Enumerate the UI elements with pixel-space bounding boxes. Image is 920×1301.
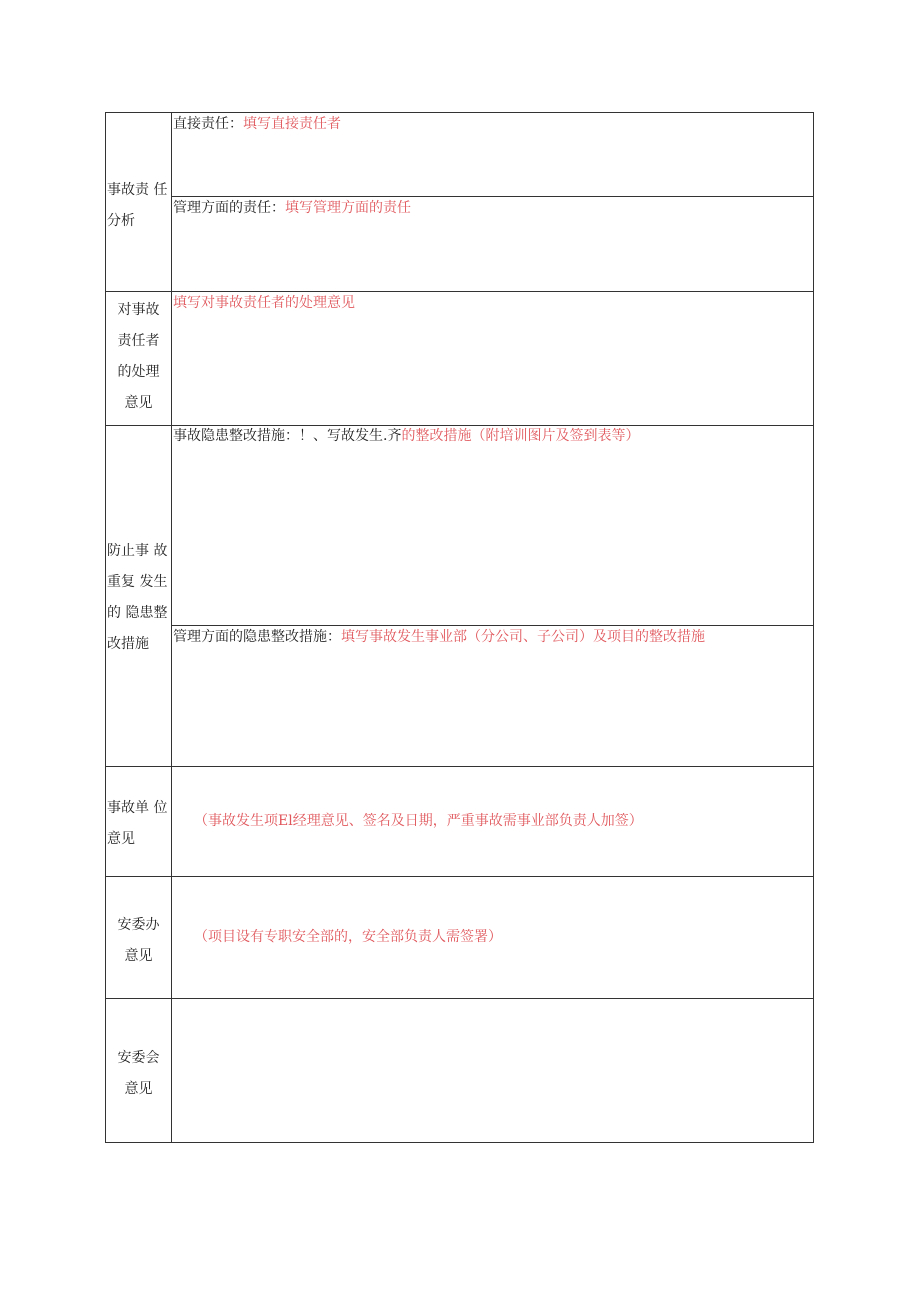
unit-opinion-hint: （事故发生项El经理意见、签名及日期，严重事故需事业部负责人加签） bbox=[194, 813, 643, 829]
management-responsibility-field[interactable] bbox=[173, 198, 807, 218]
prevention-label: 防止事 故 重复 发生 的 隐患整 改措施 bbox=[107, 543, 168, 652]
safety-office-field[interactable] bbox=[194, 927, 807, 947]
column-divider bbox=[171, 113, 172, 1142]
accident-rectification-field[interactable] bbox=[173, 426, 807, 446]
management-responsibility-hint: 填写管理方面的责任 bbox=[285, 200, 411, 216]
row-divider bbox=[106, 876, 813, 877]
management-rectification-prefix: 管理方面的隐患整改措施： bbox=[173, 629, 341, 645]
direct-responsibility-field[interactable] bbox=[173, 114, 807, 134]
unit-opinion-field[interactable] bbox=[194, 811, 807, 831]
handling-field[interactable] bbox=[173, 293, 807, 313]
safety-office-hint: （项目设有专职安全部的，安全部负责人需签署） bbox=[194, 929, 502, 945]
row-divider bbox=[171, 625, 813, 626]
management-rectification-hint: 填写事故发生事业部（分公司、子公司）及项目的整改措施 bbox=[341, 629, 705, 645]
safety-office-label: 安委办 意见 bbox=[117, 917, 160, 964]
responsibility-label: 事故责 任 分析 bbox=[107, 182, 168, 229]
row-divider bbox=[106, 291, 813, 292]
management-rectification-field[interactable] bbox=[173, 627, 807, 647]
management-responsibility-prefix: 管理方面的责任： bbox=[173, 200, 285, 216]
direct-responsibility-prefix: 直接责任： bbox=[173, 116, 243, 132]
direct-responsibility-hint: 填写直接责任者 bbox=[243, 116, 341, 132]
accident-rectification-prefix: 事故隐患整改措施：！、写故发生.齐 bbox=[173, 428, 402, 444]
row-divider bbox=[106, 766, 813, 767]
unit-opinion-label: 事故单 位 意见 bbox=[107, 800, 168, 847]
row-divider bbox=[171, 196, 813, 197]
accident-report-form bbox=[105, 112, 814, 1143]
accident-rectification-hint: 的整改措施（附培训图片及签到表等） bbox=[401, 428, 640, 444]
safety-committee-label: 安委会 意见 bbox=[117, 1050, 160, 1097]
safety-committee-field[interactable] bbox=[173, 1000, 807, 1140]
row-divider bbox=[106, 998, 813, 999]
handling-label: 对事故 责任者 的处理 意见 bbox=[117, 302, 160, 411]
handling-hint: 填写对事故责任者的处理意见 bbox=[173, 295, 355, 311]
